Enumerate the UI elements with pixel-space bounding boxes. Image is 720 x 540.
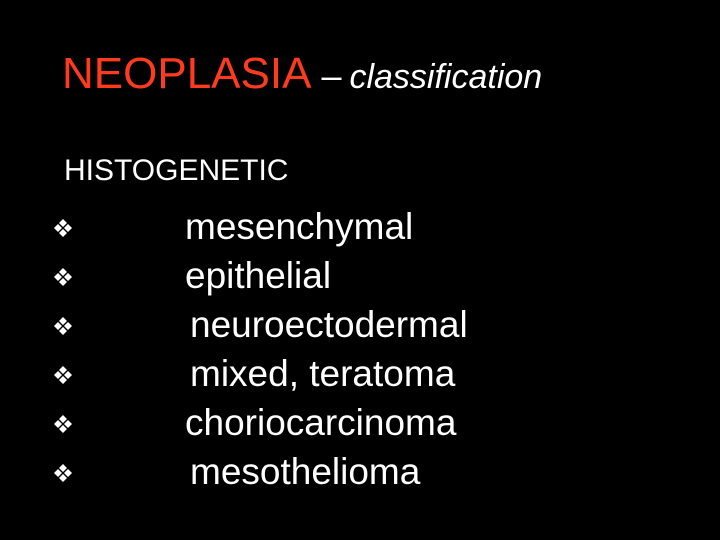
diamond-bullet-icon xyxy=(54,219,72,237)
list-item-label: neuroectodermal xyxy=(190,304,468,345)
list-item-label: mesenchymal xyxy=(185,206,414,247)
list-item-label: mixed, teratoma xyxy=(190,353,456,394)
slide-title xyxy=(62,49,543,98)
diamond-bullet-icon xyxy=(54,415,72,433)
list-item xyxy=(0,350,720,399)
list-item-label: choriocarcinoma xyxy=(185,402,457,443)
diamond-bullet-icon xyxy=(54,366,72,384)
diamond-bullet-icon xyxy=(54,317,72,335)
list-item xyxy=(0,448,720,497)
list-item-label: epithelial xyxy=(185,255,332,296)
section-heading: HISTOGENETIC xyxy=(64,154,289,187)
title-subtitle: classification xyxy=(349,58,543,96)
list-item xyxy=(0,301,720,350)
title-dash: – xyxy=(321,55,342,96)
list-item xyxy=(0,399,720,448)
list-item-label: mesothelioma xyxy=(190,451,421,492)
diamond-bullet-icon xyxy=(54,464,72,482)
list-item xyxy=(0,203,720,252)
list-item xyxy=(0,252,720,301)
title-main: NEOPLASIA xyxy=(62,49,312,98)
bullet-list xyxy=(0,203,720,497)
diamond-bullet-icon xyxy=(54,268,72,286)
